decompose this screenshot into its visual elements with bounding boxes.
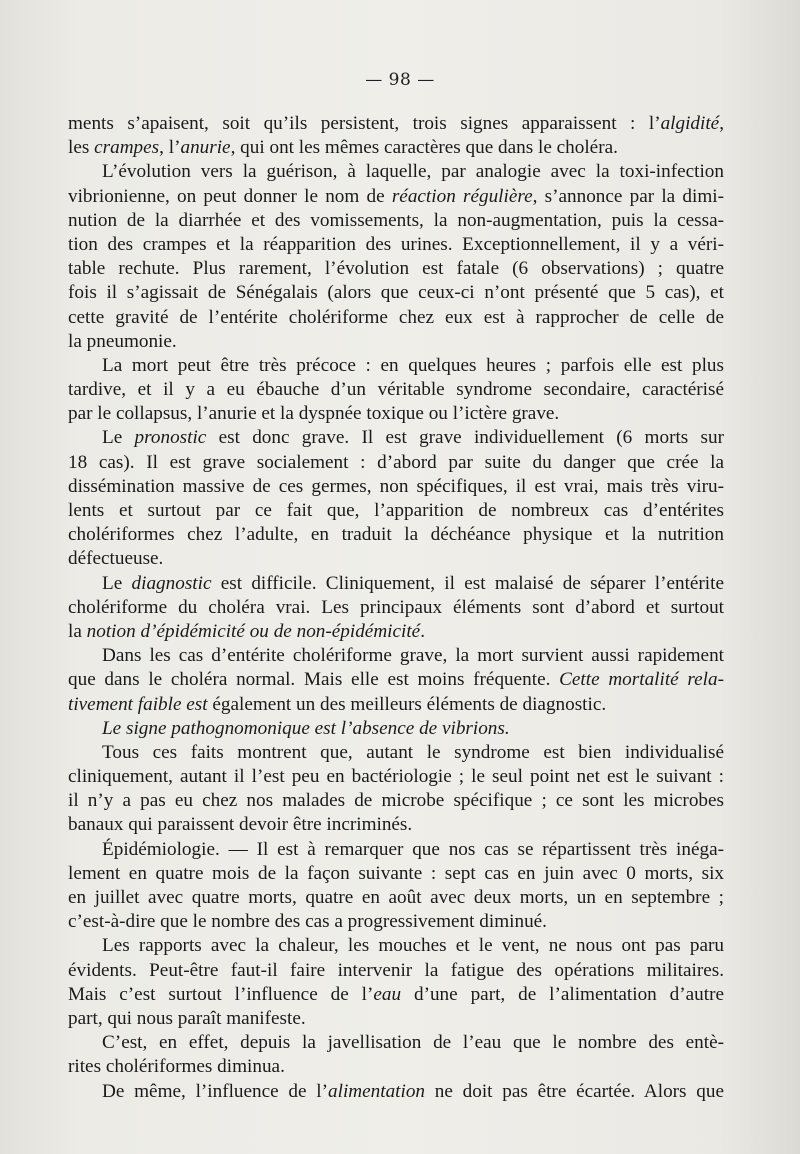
text-run: Épidémiologie. — Il est à remarquer que nos cas se répartissent très inéga- [102, 838, 724, 860]
text-run: par le collapsus, l’anurie et la dyspnée toxique ou l’ictère grave. [68, 403, 560, 425]
text-run: , l’ [159, 137, 181, 159]
text-line [68, 354, 724, 378]
text-run: défectueuse. [68, 548, 164, 570]
text-run: également un des meilleurs éléments de diagnostic. [207, 693, 607, 715]
italic-text: crampes [94, 137, 160, 159]
text-run: Mais c’est surtout l’influence de l’ [68, 983, 374, 1005]
text-run: évidents. Peut-être faut-il faire intervenir la fatigue des opérations militaires. [68, 959, 724, 981]
text-run: tion des crampes et la réapparition des urines. Exceptionnellement, il y a véri- [68, 233, 724, 255]
text-line [68, 789, 724, 813]
text-line [68, 596, 724, 620]
text-line [68, 185, 724, 209]
italic-text: tivement faible est [68, 693, 208, 715]
text-line [68, 547, 724, 571]
italic-text: diagnostic [131, 572, 212, 594]
text-run: d’une part, de l’alimentation d’autre [401, 983, 724, 1005]
text-run: la pneumonie. [68, 330, 177, 352]
text-run: Tous ces faits montrent que, autant le syndrome est bien individualisé [102, 741, 724, 763]
text-run: , qui ont les mêmes caractères que dans le choléra. [230, 137, 618, 159]
text-run: La mort peut être très précoce : en quelques heures ; parfois elle est plus [102, 354, 724, 376]
text-run: Le [102, 427, 135, 449]
text-run: cette gravité de l’entérite cholériforme chez eux est à rapprocher de celle de [68, 306, 724, 328]
italic-text: eau [373, 983, 402, 1005]
text-line [68, 765, 724, 789]
text-run: . [420, 620, 425, 642]
text-line [68, 959, 724, 983]
text-run: rites cholériformes diminua. [68, 1056, 285, 1078]
text-line [68, 934, 724, 958]
text-run: 18 cas). Il est grave socialement : d’abord par suite du danger que crée la [68, 451, 724, 473]
text-line [68, 668, 724, 692]
text-run: L’évolution vers la guérison, à laquelle, par analogie avec la toxi-infection [102, 161, 724, 183]
text-run: il n’y a pas eu chez nos malades de microbe spécifique ; ce sont les microbes [68, 790, 724, 812]
text-line [68, 910, 724, 934]
text-run: nution de la diarrhée et des vomissements, la non-augmentation, puis la cessa- [68, 209, 724, 231]
body-text [68, 112, 724, 1104]
text-run: cliniquement, autant il l’est peu en bactériologie ; le seul point net est le suivant : [68, 766, 724, 788]
text-line [68, 233, 724, 257]
text-line [68, 451, 724, 475]
text-run: De même, l’influence de l’ [102, 1080, 329, 1102]
text-run: tardive, et il y a eu ébauche d’un véritable syndrome secondaire, caractérisé [68, 379, 724, 401]
text-line [68, 693, 724, 717]
text-line [68, 499, 724, 523]
text-run: cholériformes chez l’adulte, en traduit la déchéance physique et la nutrition [68, 524, 724, 546]
text-line [68, 813, 724, 837]
text-line [68, 1007, 724, 1031]
italic-text: pronostic [134, 427, 207, 449]
text-line [68, 475, 724, 499]
text-run: lement en quatre mois de la façon suivante : sept cas en juin avec 0 morts, six [68, 862, 724, 884]
text-run: ne doit pas être écartée. Alors que [425, 1080, 724, 1102]
text-line [68, 402, 724, 426]
text-run: est donc grave. Il est grave individuellement (6 morts sur [206, 427, 724, 449]
italic-text: anurie [180, 137, 231, 159]
italic-text: alimentation [328, 1080, 426, 1102]
italic-text: algidité [660, 113, 720, 134]
text-run: est difficile. Cliniquement, il est malaisé de séparer l’entérite [211, 572, 724, 594]
text-run: c’est-à-dire que le nombre des cas a progressivement diminué. [68, 911, 547, 933]
text-run: , s’annonce par la dimi- [532, 185, 724, 207]
text-line [68, 572, 724, 596]
text-line [68, 160, 724, 184]
text-line [68, 257, 724, 281]
page-number: — 98 — [365, 70, 435, 90]
text-run: en juillet avec quatre morts, quatre en août avec deux morts, un en septembre ; [68, 887, 724, 908]
italic-text: notion d’épidémicité ou de non-épidémicité [86, 620, 421, 642]
text-run: cholériforme du choléra vrai. Les principaux éléments sont d’abord et surtout [68, 596, 724, 618]
text-run: lents et surtout par ce fait que, l’apparition de nombreux cas d’entérites [68, 500, 724, 521]
italic-text: réaction régulière [391, 185, 533, 207]
text-line [68, 838, 724, 862]
text-run: fois il s’agissait de Sénégalais (alors que ceux-ci n’ont présenté que 5 cas), et [68, 282, 724, 304]
text-line [68, 1055, 724, 1079]
text-run: la [68, 620, 87, 642]
text-line [68, 112, 724, 136]
text-line [68, 620, 724, 644]
text-line [68, 862, 724, 886]
text-line [68, 523, 724, 547]
text-line [68, 717, 724, 741]
text-line [68, 426, 724, 450]
text-line [68, 644, 724, 668]
text-line [68, 209, 724, 233]
text-run: , [719, 113, 724, 134]
text-run: C’est, en effet, depuis la javellisation de l’eau que le nombre des entè- [102, 1032, 724, 1054]
text-line [68, 281, 724, 305]
text-line [68, 378, 724, 402]
text-run: dissémination massive de ces germes, non spécifiques, il est vrai, mais très viru- [68, 475, 724, 497]
italic-text: Cette mortalité rela- [559, 669, 724, 691]
text-run: banaux qui paraissent devoir être incriminés. [68, 814, 413, 836]
text-line [68, 1031, 724, 1055]
text-run: ments s’apaisent, soit qu’ils persistent, trois signes apparaissent : l’ [68, 113, 661, 134]
text-run: Les rapports avec la chaleur, les mouches et le vent, ne nous ont pas paru [102, 935, 724, 957]
text-line [68, 136, 724, 160]
text-run: Dans les cas d’entérite cholériforme grave, la mort survient aussi rapidement [102, 645, 724, 667]
text-line [68, 741, 724, 765]
text-run: les [68, 137, 95, 159]
text-run: part, qui nous paraît manifeste. [68, 1007, 306, 1029]
italic-text: Le signe pathognomonique est l’absence de vibrions. [102, 717, 510, 739]
text-line [68, 886, 724, 910]
text-line [68, 306, 724, 330]
text-run: Le [102, 572, 132, 594]
text-line [68, 1080, 724, 1104]
text-run: vibrionienne, on peut donner le nom de [68, 185, 392, 207]
text-run: table rechute. Plus rarement, l’évolution est fatale (6 observations) ; quatre [68, 258, 724, 280]
text-line [68, 983, 724, 1007]
text-line [68, 330, 724, 354]
text-run: que dans le choléra normal. Mais elle est moins fréquente. [68, 669, 560, 691]
